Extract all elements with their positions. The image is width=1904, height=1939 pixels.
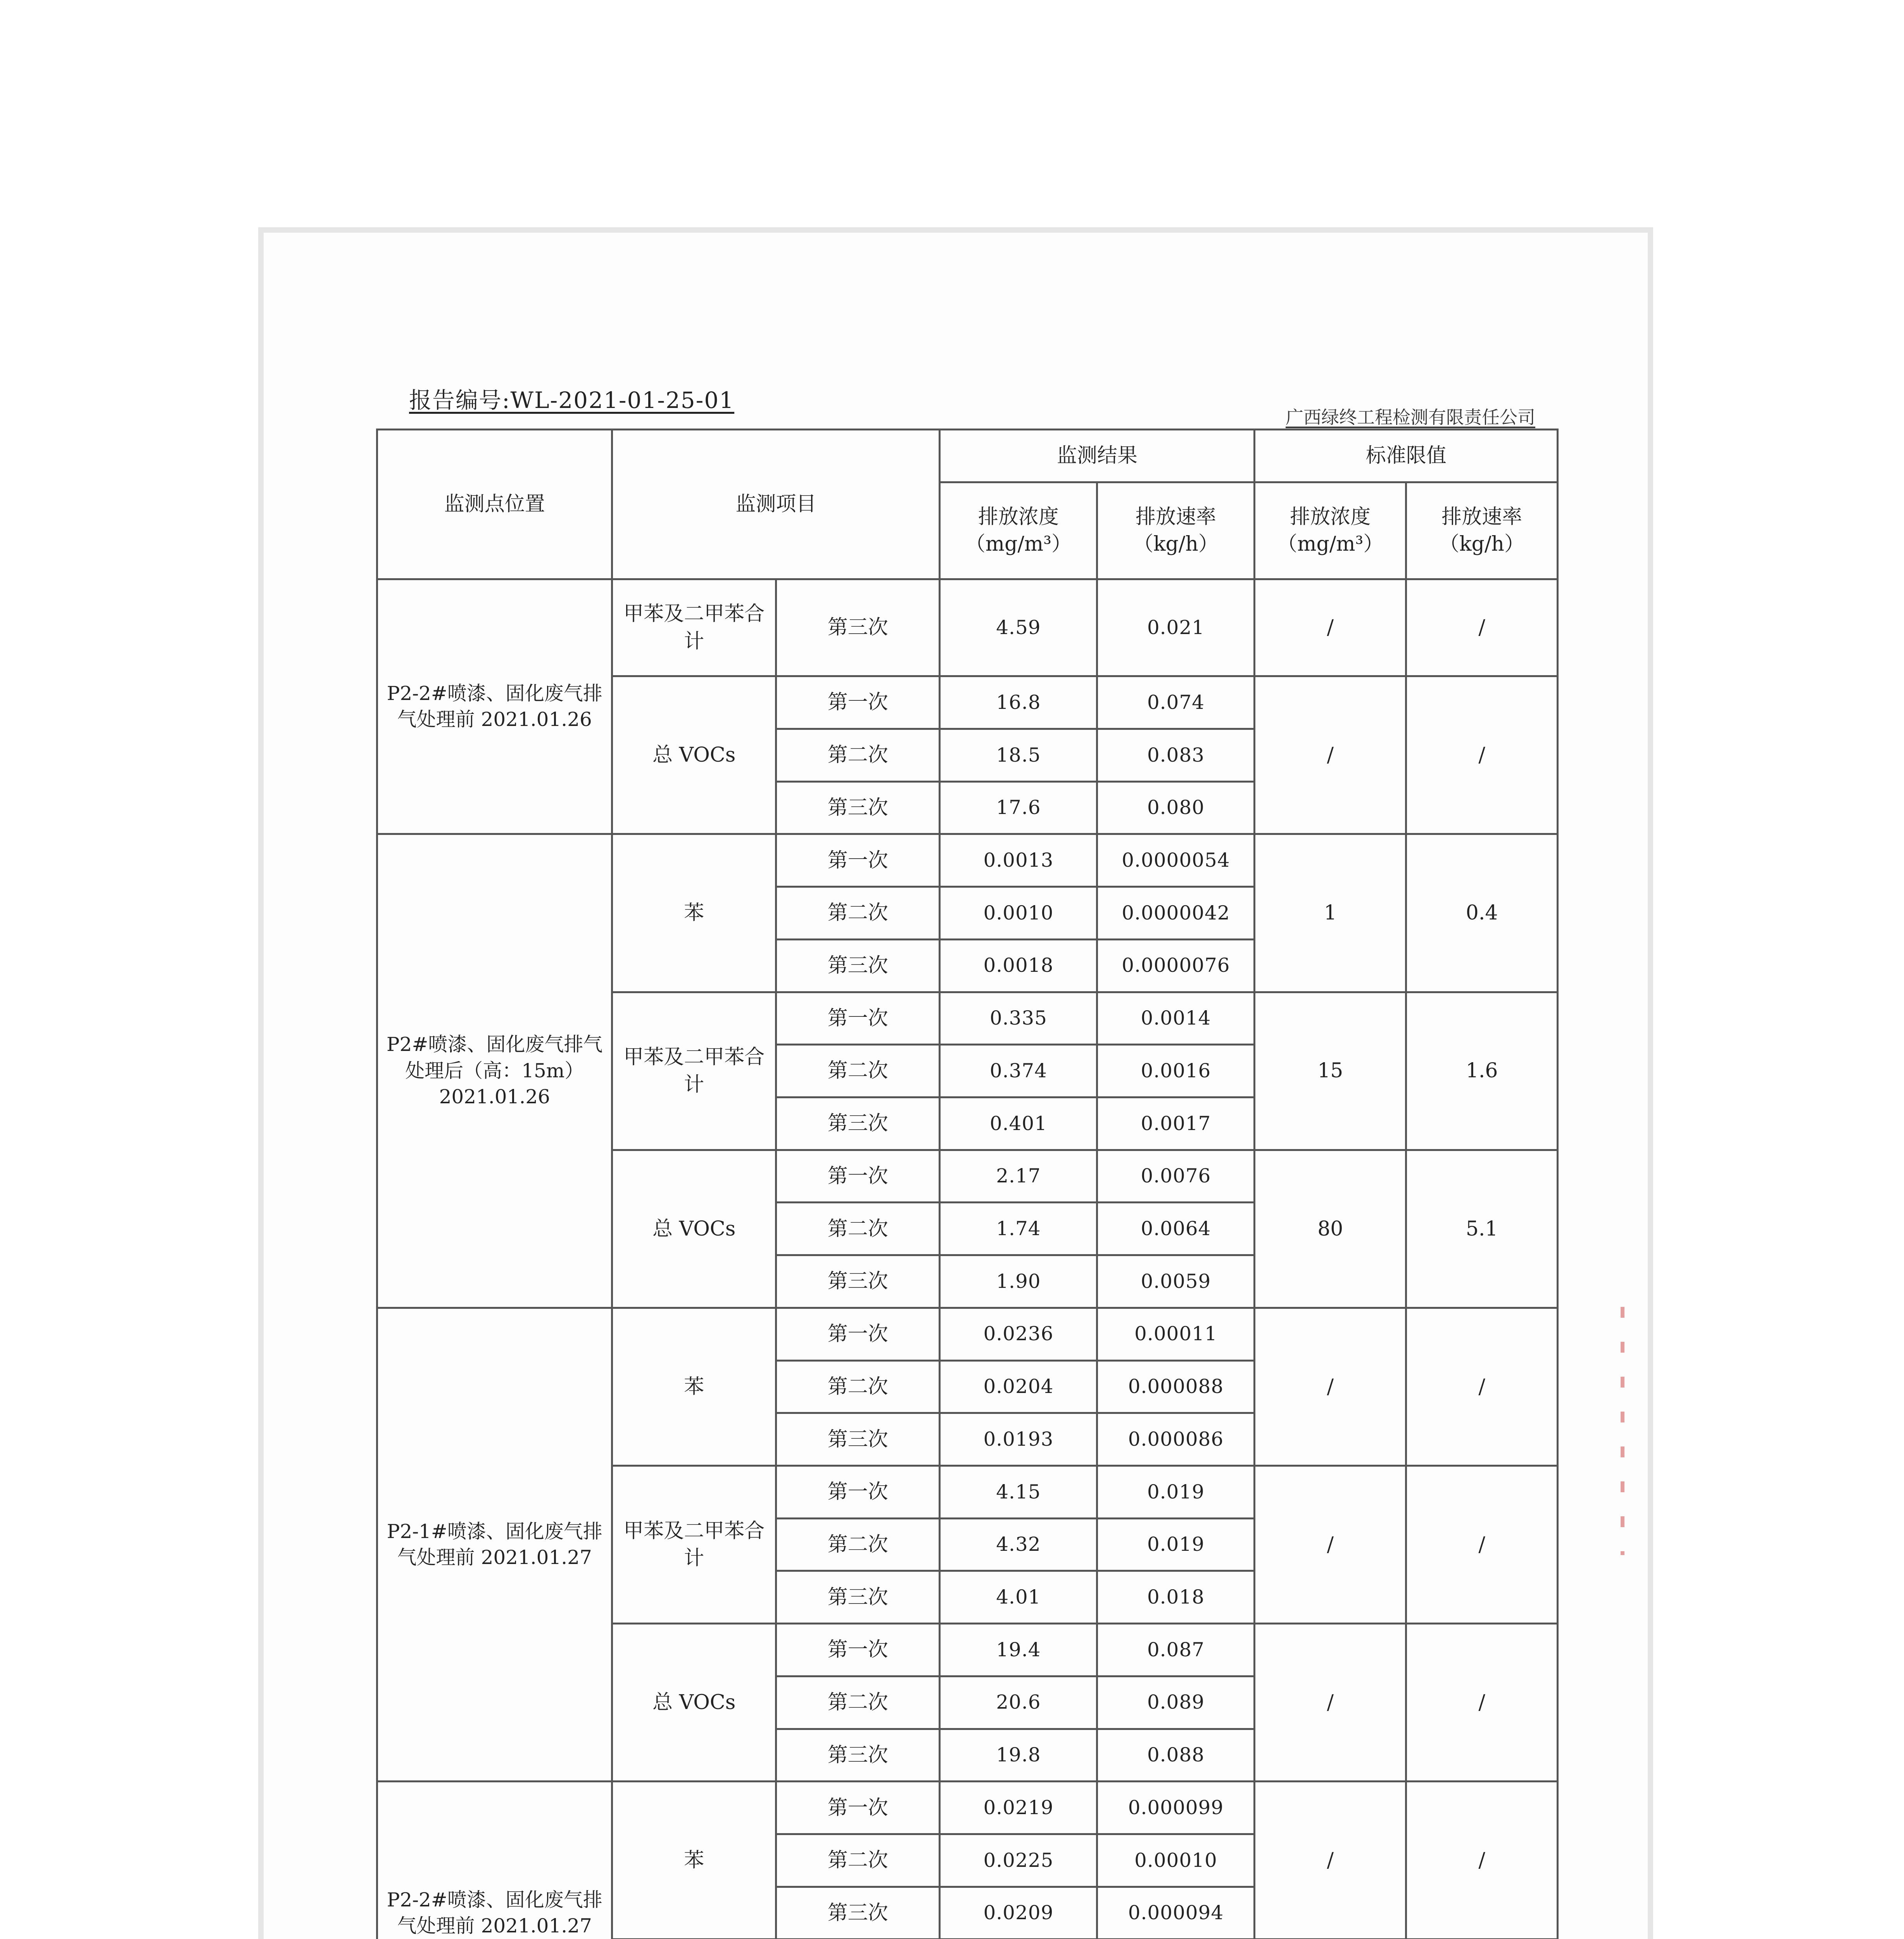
sample-times: 第一次 [776, 1465, 940, 1518]
monitoring-location: P2-1#喷漆、固化废气排气处理前 2021.01.27 [377, 1308, 612, 1781]
emission-rate: 0.088 [1097, 1729, 1255, 1782]
monitoring-item: 甲苯及二甲苯合计 [612, 1465, 776, 1623]
company-name: 广西绿终工程检测有限责任公司 [1286, 407, 1535, 428]
monitoring-item: 苯 [612, 834, 776, 992]
monitoring-location: P2#喷漆、固化废气排气处理后（高：15m）2021.01.26 [377, 834, 612, 1308]
emission-rate: 0.089 [1097, 1676, 1255, 1729]
emission-concentration: 0.0209 [940, 1887, 1097, 1939]
emission-rate: 0.0076 [1097, 1150, 1255, 1203]
emission-concentration: 1.74 [940, 1203, 1097, 1255]
emission-rate: 0.0014 [1097, 992, 1255, 1045]
emission-concentration: 0.0193 [940, 1413, 1097, 1466]
limit-concentration: / [1255, 676, 1406, 834]
emission-concentration: 4.15 [940, 1465, 1097, 1518]
limit-rate: 5.1 [1406, 1150, 1558, 1308]
emission-rate: 0.0059 [1097, 1255, 1255, 1308]
sample-times: 第一次 [776, 1782, 940, 1834]
emission-rate: 0.00011 [1097, 1308, 1255, 1360]
limit-rate: / [1406, 1624, 1558, 1782]
emission-rate: 0.087 [1097, 1624, 1255, 1676]
emission-concentration: 0.374 [940, 1045, 1097, 1097]
sample-times: 第二次 [776, 1834, 940, 1887]
emission-concentration: 4.32 [940, 1518, 1097, 1571]
header-conc: 排放浓度（mg/m³） [940, 482, 1097, 579]
emission-rate: 0.080 [1097, 781, 1255, 834]
limit-rate: / [1406, 1465, 1558, 1623]
sample-times: 第二次 [776, 1045, 940, 1097]
sample-times: 第三次 [776, 781, 940, 834]
table-row [377, 834, 1558, 887]
limit-concentration: / [1255, 1465, 1406, 1623]
seal-edge-mark [1621, 1307, 1624, 1555]
emission-concentration: 1.90 [940, 1255, 1097, 1308]
sample-times: 第二次 [776, 729, 940, 781]
sample-times: 第一次 [776, 1308, 940, 1360]
monitoring-item: 甲苯及二甲苯合计 [612, 579, 776, 676]
emission-rate: 0.0000076 [1097, 939, 1255, 992]
emission-concentration: 0.0018 [940, 939, 1097, 992]
table-row [377, 1308, 1558, 1360]
emission-rate: 0.000086 [1097, 1413, 1255, 1466]
scanned-page [264, 233, 1648, 1939]
limit-rate: / [1406, 579, 1558, 676]
emission-concentration: 18.5 [940, 729, 1097, 781]
emission-rate: 0.0000042 [1097, 887, 1255, 940]
emission-concentration: 16.8 [940, 676, 1097, 729]
sample-times: 第三次 [776, 1729, 940, 1782]
monitoring-table [376, 429, 1559, 1939]
monitoring-item: 苯 [612, 1308, 776, 1465]
emission-concentration: 17.6 [940, 781, 1097, 834]
emission-concentration: 4.59 [940, 579, 1097, 676]
header-limits: 标准限值 [1255, 430, 1558, 482]
emission-rate: 0.0000054 [1097, 834, 1255, 887]
limit-rate: / [1406, 676, 1558, 834]
emission-rate: 0.019 [1097, 1465, 1255, 1518]
header-item: 监测项目 [612, 430, 940, 579]
emission-rate: 0.000088 [1097, 1360, 1255, 1413]
emission-concentration: 0.0010 [940, 887, 1097, 940]
monitoring-item: 总 VOCs [612, 1624, 776, 1782]
emission-rate: 0.021 [1097, 579, 1255, 676]
report-number: 报告编号:WL-2021-01-25-01 [409, 387, 735, 413]
limit-concentration: 1 [1255, 834, 1406, 992]
emission-rate: 0.0016 [1097, 1045, 1255, 1097]
sample-times: 第一次 [776, 676, 940, 729]
sample-times: 第二次 [776, 1360, 940, 1413]
emission-rate: 0.000094 [1097, 1887, 1255, 1939]
monitoring-item: 甲苯及二甲苯合计 [612, 992, 776, 1150]
emission-concentration: 0.0225 [940, 1834, 1097, 1887]
emission-concentration: 2.17 [940, 1150, 1097, 1203]
emission-concentration: 20.6 [940, 1676, 1097, 1729]
monitoring-item: 总 VOCs [612, 1150, 776, 1308]
emission-concentration: 0.0204 [940, 1360, 1097, 1413]
sample-times: 第一次 [776, 992, 940, 1045]
emission-concentration: 19.4 [940, 1624, 1097, 1676]
sample-times: 第一次 [776, 834, 940, 887]
header-results: 监测结果 [940, 430, 1255, 482]
emission-rate: 0.074 [1097, 676, 1255, 729]
sample-times: 第三次 [776, 1571, 940, 1624]
limit-rate: 1.6 [1406, 992, 1558, 1150]
sample-times: 第二次 [776, 1676, 940, 1729]
monitoring-item: 苯 [612, 1782, 776, 1939]
sample-times: 第二次 [776, 887, 940, 940]
header-limit-rate: 排放速率（kg/h） [1406, 482, 1558, 579]
sample-times: 第二次 [776, 1518, 940, 1571]
monitoring-location: P2-2#喷漆、固化废气排气处理前 2021.01.27 [377, 1782, 612, 1939]
sample-times: 第一次 [776, 1624, 940, 1676]
sample-times: 第二次 [776, 1203, 940, 1255]
emission-rate: 0.0017 [1097, 1097, 1255, 1150]
header-limit-conc: 排放浓度（mg/m³） [1255, 482, 1406, 579]
limit-concentration: 15 [1255, 992, 1406, 1150]
emission-concentration: 0.401 [940, 1097, 1097, 1150]
emission-concentration: 0.0219 [940, 1782, 1097, 1834]
monitoring-location: P2-2#喷漆、固化废气排气处理前 2021.01.26 [377, 579, 612, 834]
emission-concentration: 0.0236 [940, 1308, 1097, 1360]
limit-rate: / [1406, 1782, 1558, 1939]
emission-rate: 0.083 [1097, 729, 1255, 781]
monitoring-item: 总 VOCs [612, 676, 776, 834]
emission-rate: 0.000099 [1097, 1782, 1255, 1834]
sample-times: 第三次 [776, 1887, 940, 1939]
sample-times: 第三次 [776, 1413, 940, 1466]
limit-rate: / [1406, 1308, 1558, 1465]
header-location: 监测点位置 [377, 430, 612, 579]
sample-times: 第三次 [776, 939, 940, 992]
emission-concentration: 0.335 [940, 992, 1097, 1045]
emission-rate: 0.0064 [1097, 1203, 1255, 1255]
table-row [377, 579, 1558, 676]
emission-concentration: 0.0013 [940, 834, 1097, 887]
emission-concentration: 19.8 [940, 1729, 1097, 1782]
header-rate: 排放速率（kg/h） [1097, 482, 1255, 579]
emission-rate: 0.018 [1097, 1571, 1255, 1624]
sample-times: 第三次 [776, 579, 940, 676]
sample-times: 第一次 [776, 1150, 940, 1203]
emission-concentration: 4.01 [940, 1571, 1097, 1624]
sample-times: 第三次 [776, 1255, 940, 1308]
limit-concentration: / [1255, 1624, 1406, 1782]
sample-times: 第三次 [776, 1097, 940, 1150]
table-row [377, 1782, 1558, 1834]
emission-rate: 0.019 [1097, 1518, 1255, 1571]
emission-rate: 0.00010 [1097, 1834, 1255, 1887]
limit-concentration: / [1255, 579, 1406, 676]
limit-rate: 0.4 [1406, 834, 1558, 992]
header-row-1 [377, 430, 1558, 482]
limit-concentration: / [1255, 1308, 1406, 1465]
limit-concentration: / [1255, 1782, 1406, 1939]
limit-concentration: 80 [1255, 1150, 1406, 1308]
